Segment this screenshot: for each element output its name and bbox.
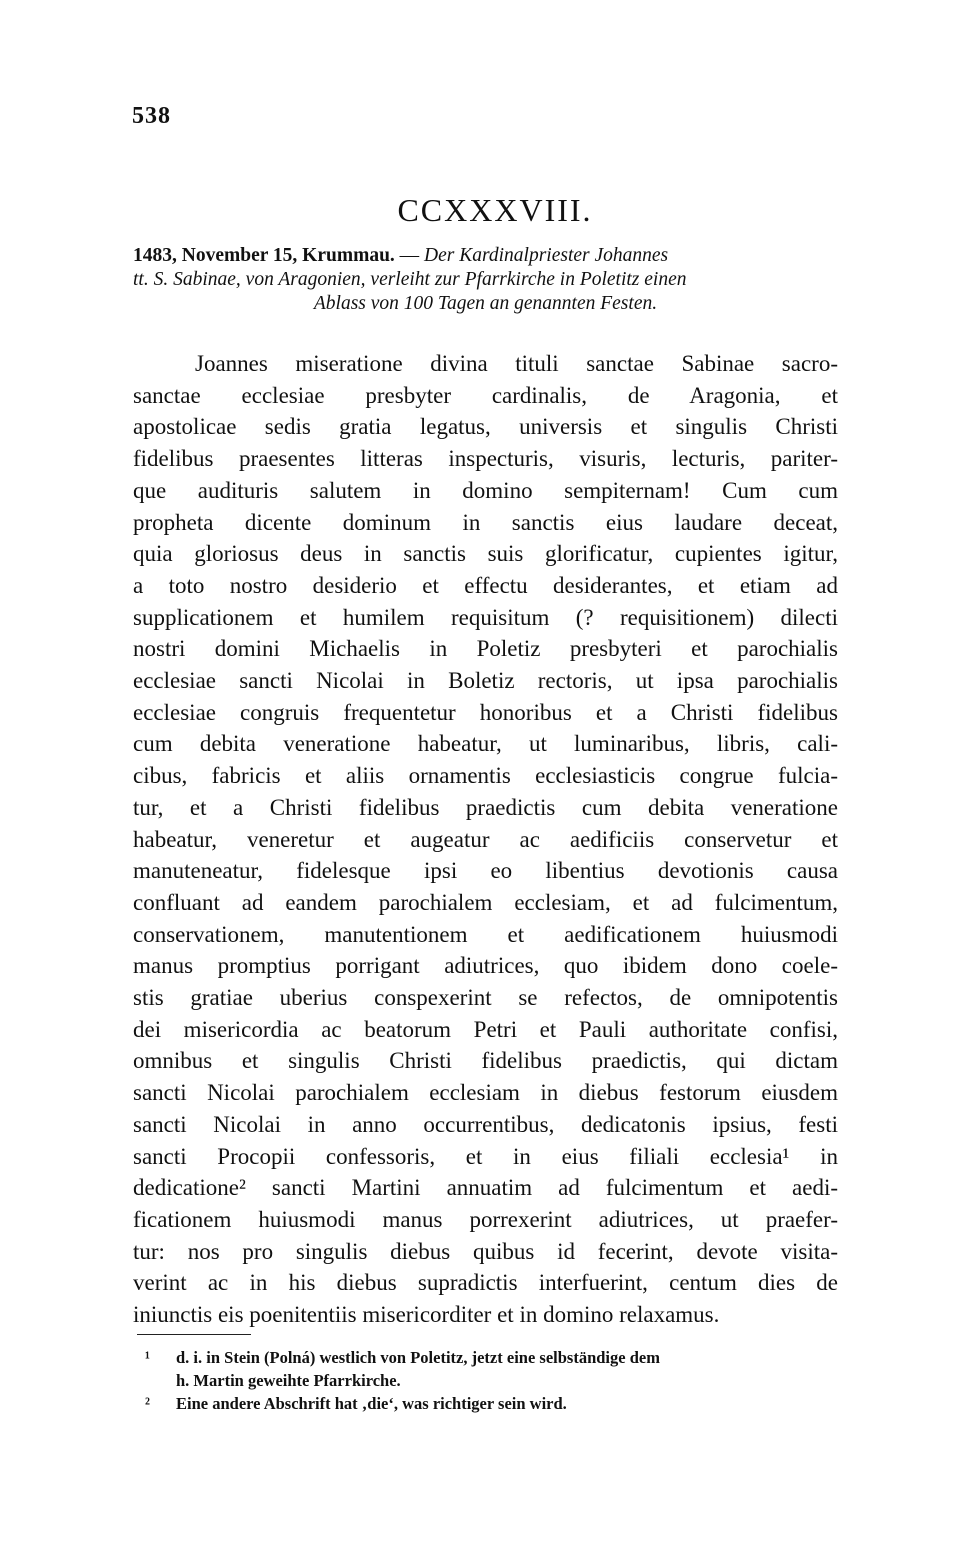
body-line: a toto nostro desiderio et effectu desiderantes, et etiam ad	[133, 572, 838, 598]
body-line: tur: nos pro singulis diebus quibus id fecerint, devote visita-	[133, 1238, 838, 1264]
body-line: propheta dicente dominum in sanctis eius laudare deceat,	[133, 509, 838, 535]
footnotes	[145, 1346, 838, 1415]
footnote-divider	[137, 1334, 251, 1335]
heading-regest: Ablass von 100 Tagen an genannten Festen.	[313, 293, 658, 314]
body-line: Joannes miseratione divina tituli sanctae Sabinae sacro-	[195, 351, 838, 376]
body-line: ficationem huiusmodi manus porrexerint adiutrices, ut praefer-	[133, 1206, 838, 1232]
body-line: quia gloriosus deus in sanctis suis glorificatur, cupientes igitur,	[133, 541, 838, 567]
footnote-mark: ²	[145, 1394, 150, 1413]
body-line: confluant ad eandem parochialem ecclesiam, et ad fulcimentum,	[133, 889, 838, 915]
footnote-text: d. i. in Stein (Polná) westlich von Poletitz, jetzt eine selbständige dem	[176, 1348, 660, 1367]
body-line: iniunctis eis poenitentiis misericorditer et in domino relaxamus.	[133, 1302, 720, 1328]
body-line: cum debita veneratione habeatur, ut luminaribus, libris, cali-	[133, 731, 838, 757]
body-line: stis gratiae uberius conspexerint se refectos, de omnipotentis	[133, 985, 838, 1011]
footnote-line	[145, 1369, 838, 1392]
body-line: dei misericordia ac beatorum Petri et Pauli authoritate confisi,	[133, 1016, 838, 1042]
heading-line	[133, 244, 838, 268]
body-line: omnibus et singulis Christi fidelibus praedictis, qui dictam	[133, 1048, 838, 1074]
body-line: que audituris salutem in domino sempiternam! Cum cum	[133, 477, 838, 503]
body-line: manus promptius porrigant adiutrices, quo ibidem dono coele-	[133, 953, 838, 979]
body-line: tur, et a Christi fidelibus praedictis cum debita veneratione	[133, 794, 838, 820]
body-line: ecclesiae sancti Nicolai in Boletiz rectoris, ut ipsa parochialis	[133, 668, 838, 694]
body-line: dedicatione² sancti Martini annuatim ad fulcimentum et aedi-	[133, 1175, 838, 1201]
body-line: supplicationem et humilem requisitum (? requisitionem) dilecti	[133, 604, 838, 630]
footnote-mark: ¹	[145, 1348, 150, 1367]
page-number: 538	[132, 103, 171, 129]
body-line: apostolicae sedis gratia legatus, universis et singulis Christi	[133, 414, 838, 440]
body-line: sancti Nicolai in anno occurrentibus, dedicatonis ipsius, festi	[133, 1111, 838, 1137]
body-line: sancti Procopii confessoris, et in eius filiali ecclesia¹ in	[133, 1143, 838, 1169]
footnote-text: Eine andere Abschrift hat ‚die‘, was richtiger sein wird.	[176, 1394, 567, 1413]
body-line: fidelibus praesentes litteras inspecturis, visuris, lecturis, pariter-	[133, 446, 838, 472]
document-body	[133, 348, 838, 1331]
footnote-line	[145, 1346, 838, 1369]
body-line: nostri domini Michaelis in Poletiz presbyteri et parochialis	[133, 636, 838, 662]
heading-regest: Der Kardinalpriester Johannes	[424, 245, 669, 266]
document-heading	[133, 244, 838, 316]
body-line: conservationem, manutentionem et aedificationem huiusmodi	[133, 921, 838, 947]
body-line: verint ac in his diebus supradictis interfuerint, centum dies de	[133, 1270, 838, 1296]
body-line: cibus, fabricis et aliis ornamentis ecclesiasticis congrue fulcia-	[133, 763, 838, 789]
document-number: CCXXXVIII.	[397, 192, 593, 228]
footnote-line	[145, 1392, 838, 1415]
body-line: habeatur, veneretur et augeatur ac aedificiis conservetur et	[133, 826, 838, 852]
body-line: manuteneatur, fidelesque ipsi eo libentius devotionis causa	[133, 858, 838, 884]
body-line: sancti Nicolai parochialem ecclesiam in diebus festorum eiusdem	[133, 1080, 838, 1106]
body-line: sanctae ecclesiae presbyter cardinalis, de Aragonia, et	[133, 382, 838, 408]
heading-separator: —	[399, 245, 420, 266]
footnote-text: h. Martin geweihte Pfarrkirche.	[176, 1371, 401, 1390]
body-line: ecclesiae congruis frequentetur honoribus et a Christi fidelibus	[133, 699, 838, 725]
heading-regest: tt. S. Sabinae, von Aragonien, verleiht zur Pfarrkirche in Poletitz einen	[133, 269, 687, 290]
heading-date-place: 1483, November 15, Krummau.	[133, 245, 395, 266]
